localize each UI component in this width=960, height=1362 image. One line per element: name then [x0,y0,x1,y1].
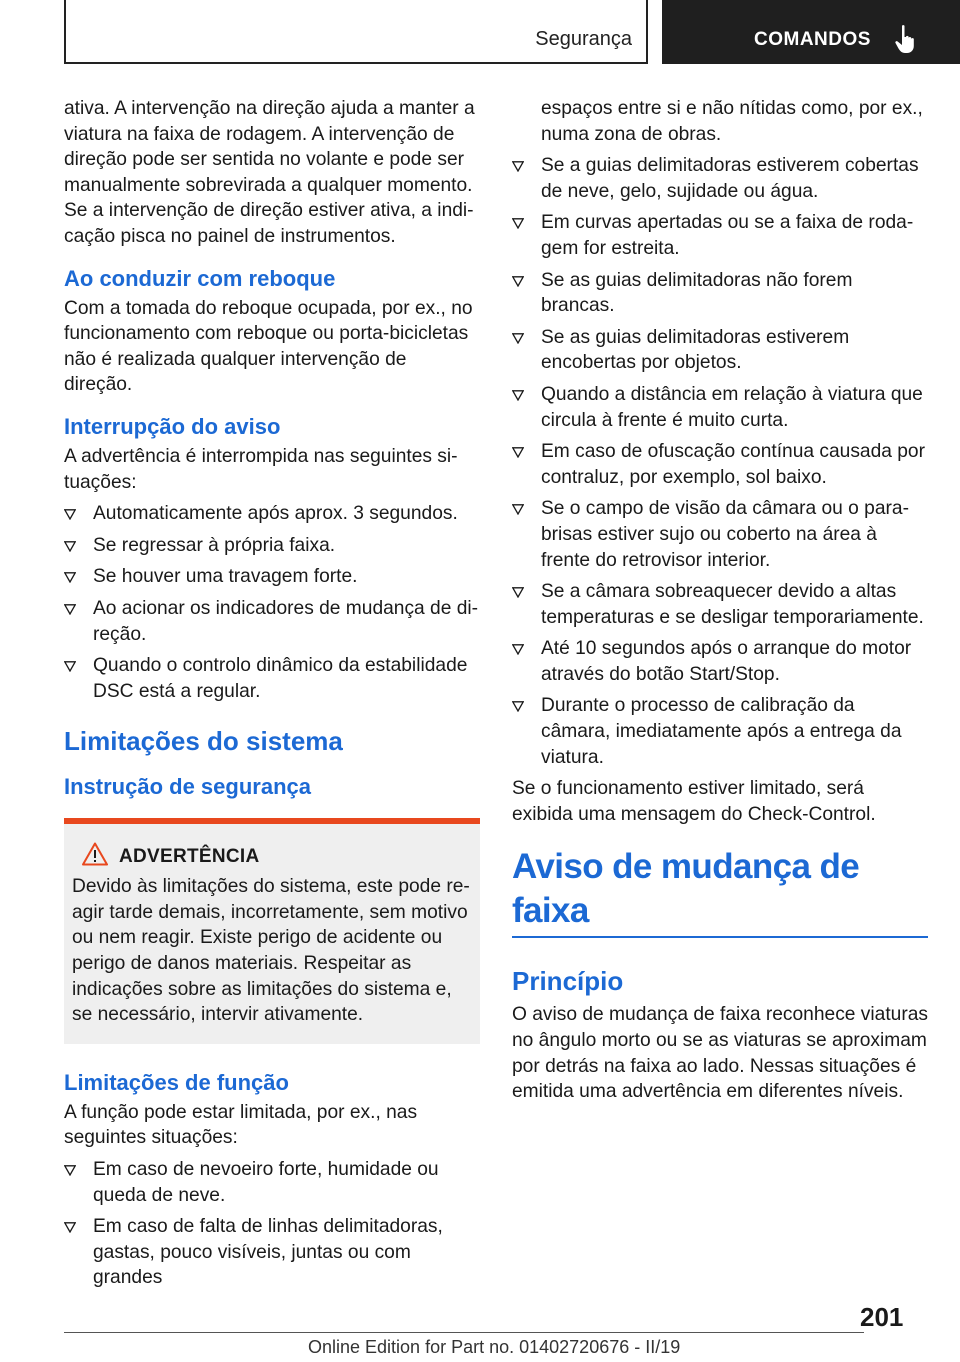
list-item: Se o campo de visão da câmara ou o para-brisas estiver sujo ou coberto na área à frente do retrovisor interior. [512,496,928,573]
warning-title: ADVERTÊNCIA [119,846,260,868]
triangle-bullet-icon [64,1165,76,1176]
list-item: Se a guias delimitadoras estiverem cobertas de neve, gelo, sujidade ou água. [512,153,928,204]
triangle-bullet-icon [512,161,524,172]
list-item: Quando a distância em relação à viatura que circula à frente é muito curta. [512,382,928,433]
limited-paragraph: Se o funcionamento estiver limitado, será exibida uma mensagem do Check-Control. [512,778,876,825]
triangle-bullet-icon [512,333,524,344]
triangle-bullet-icon [64,509,76,520]
function-limits-heading: Limitações de função [64,1069,289,1095]
triangle-bullet-icon [64,1222,76,1233]
triangle-bullet-icon [512,701,524,712]
triangle-bullet-icon [512,218,524,229]
triangle-bullet-icon [64,661,76,672]
warning-text: Devido às limitações do sistema, este pode reagir tarde demais, incorretamente, sem motivo ou nem reagir. Existe perigo de acidente ou perigo de danos materiais. Respeitar as indicações sobre as limitações do sistema e, se necessário, intervir ativamente. [72,876,470,1026]
conditions-list [512,153,928,770]
triangle-bullet-icon [512,276,524,287]
system-limits-heading: Limitações do sistema [64,726,343,757]
list-item: Em curvas apertadas ou se a faixa de rodagem for estreita. [512,210,928,261]
list-item: Até 10 segundos após o arranque do motor através do botão Start/Stop. [512,636,928,687]
triangle-bullet-icon [64,541,76,552]
function-limits-list [64,1157,480,1291]
list-item: Se a câmara sobreaquecer devido a altas temperaturas e se desligar temporariamente. [512,579,928,630]
interrupt-paragraph: A advertência é interrompida nas seguintes situações: [64,445,458,493]
list-item: Ao acionar os indicadores de mudança de direção. [64,596,480,647]
footer-divider [64,1332,864,1333]
function-limits-paragraph: A função pode estar limitada, por ex., nas seguintes situações: [64,1101,418,1149]
list-item: Em caso de falta de linhas delimitadoras, gastas, pouco visíveis, juntas ou com grandes [64,1214,480,1291]
header-section-title: Segurança [535,28,632,50]
principle-heading: Princípio [512,966,624,997]
list-item: Em caso de ofuscação contínua causada por contraluz, por exemplo, sol baixo. [512,439,928,490]
page-number: 201 [860,1302,904,1332]
list-item: Se as guias delimitadoras não forem brancas. [512,268,928,319]
triangle-bullet-icon [512,390,524,401]
chapter-heading: Aviso de mudança de faixa [512,845,928,938]
list-item: Em caso de nevoeiro forte, humidade ou queda de neve. [64,1157,480,1208]
header-chapter-tab[interactable] [662,0,960,64]
interrupt-list [64,501,480,704]
continued-paragraph: espaços entre si e não nítidas como, por ex., numa zona de obras. [541,98,923,145]
left-column [64,96,480,1297]
triangle-bullet-icon [512,447,524,458]
warning-triangle-icon [82,842,108,866]
triangle-bullet-icon [64,572,76,583]
principle-paragraph: O aviso de mudança de faixa reconhece viaturas no ângulo morto ou se as viaturas se aproximam por detrás na faixa ao lado. Nessas situações é emitida uma advertência em diferentes níveis. [512,1004,928,1103]
triangle-bullet-icon [512,644,524,655]
list-item: Se regressar à própria faixa. [64,533,480,559]
warning-box [64,818,480,1044]
intro-paragraph: ativa. A intervenção na direção ajuda a manter a viatura na faixa de rodagem. A intervenção de direção pode ser sentida no volante e pode ser manualmente sobrevirada a qualquer momento. Se a intervenção de direção estiver ativa, a indicação pisca no painel de instrumentos. [64,98,475,247]
triangle-bullet-icon [64,604,76,615]
triangle-bullet-icon [512,504,524,515]
safety-heading: Instrução de segurança [64,774,311,800]
list-item: Automaticamente após aprox. 3 segundos. [64,501,480,527]
list-item: Se as guias delimitadoras estiverem encobertas por objetos. [512,325,928,376]
list-item: Se houver uma travagem forte. [64,564,480,590]
triangle-bullet-icon [512,587,524,598]
list-item: Durante o processo de calibração da câmara, imediatamente após a entrega da viatura. [512,693,928,770]
pointing-hand-icon [894,24,920,54]
right-column [512,96,928,1111]
header-chapter-label: COMANDOS [754,29,871,50]
warning-header [72,842,472,870]
header-section-box [64,0,648,64]
footer-edition: Online Edition for Part no. 01402720676 - II/19 [308,1337,681,1357]
towing-heading: Ao conduzir com reboque [64,265,336,291]
list-item: Quando o controlo dinâmico da estabilidade DSC está a regular. [64,653,480,704]
towing-paragraph: Com a tomada do reboque ocupada, por ex., no funcionamento com reboque ou porta-bicicletas não é realizada qualquer intervenção de direção. [64,297,473,396]
interrupt-heading: Interrupção do aviso [64,413,281,439]
